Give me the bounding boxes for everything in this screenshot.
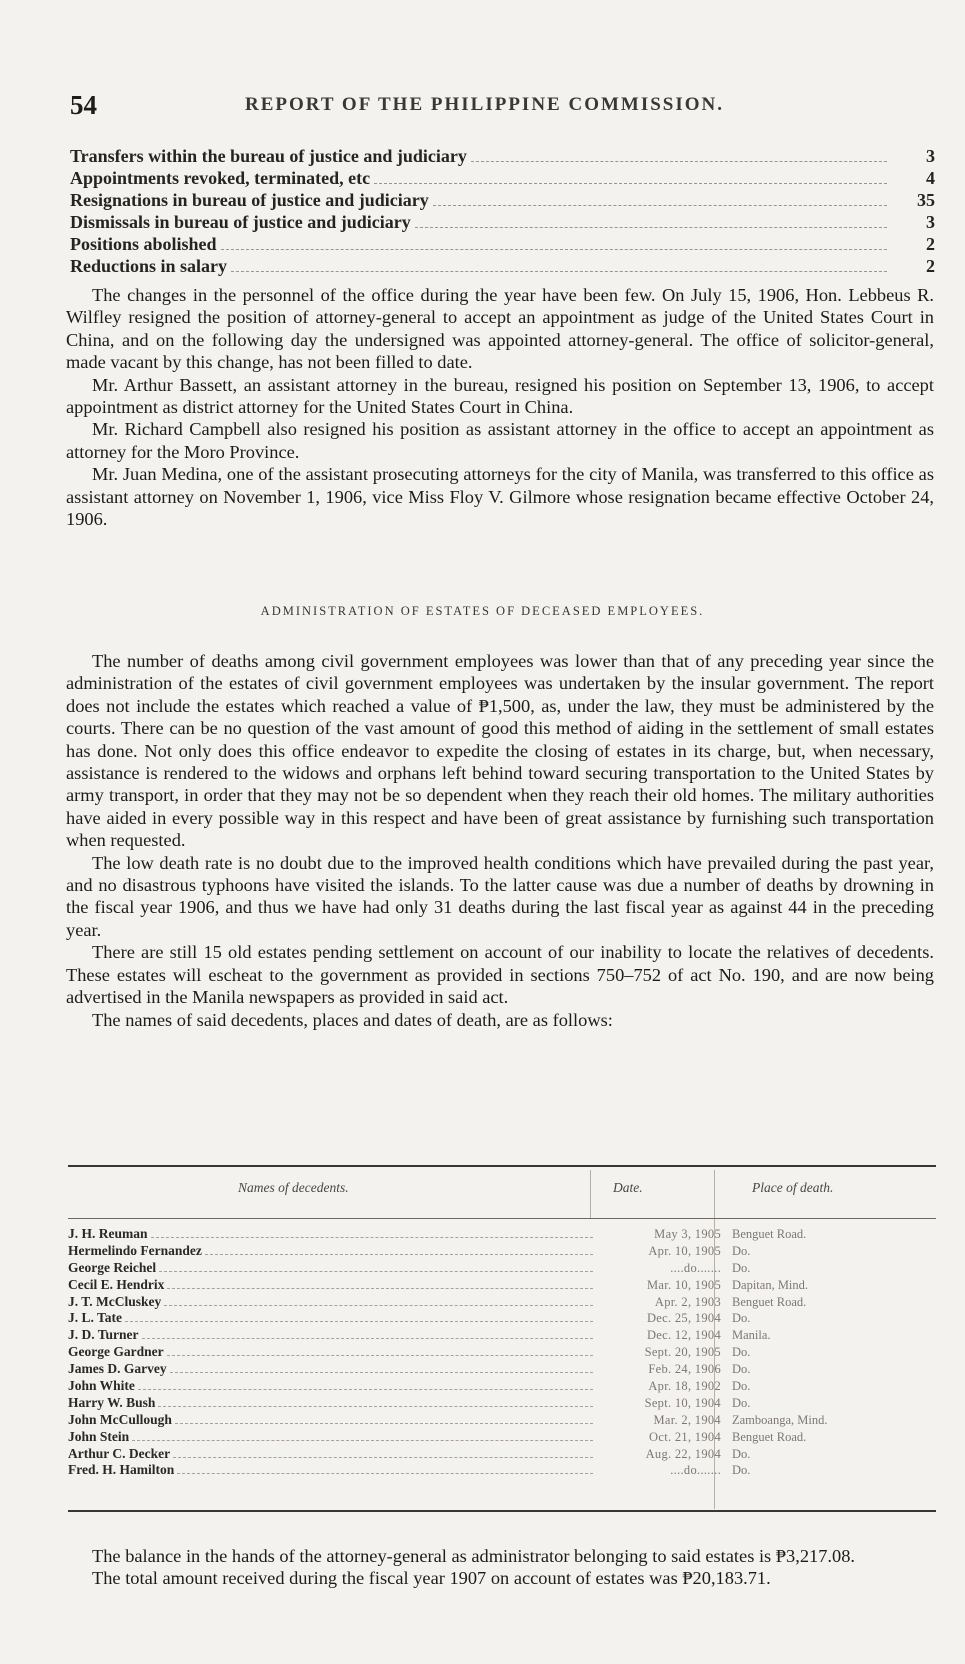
death-date: ....do....... xyxy=(670,1463,721,1478)
death-place: Do. xyxy=(732,1446,751,1461)
death-place: Do. xyxy=(732,1463,751,1478)
estates-text xyxy=(66,650,934,1031)
personnel-changes-text xyxy=(66,284,934,530)
death-date: Dec. 25, 1904 xyxy=(646,1311,721,1326)
table-row xyxy=(68,1361,936,1378)
summary-count: 3 xyxy=(926,212,935,232)
paragraph: Mr. Arthur Bassett, an assistant attorney in the bureau, resigned his position on September 13, 1906, to accept appointment as district attorney for the United States Court in China. xyxy=(66,374,934,418)
dot-leader xyxy=(167,1355,593,1356)
summary-count: 2 xyxy=(926,256,935,276)
table-row xyxy=(68,1327,936,1344)
summary-count: 3 xyxy=(926,146,935,166)
summary-label: Reductions in salary xyxy=(70,256,228,276)
death-date: Sept. 10, 1904 xyxy=(644,1395,721,1410)
decedent-name: Cecil E. Hendrix xyxy=(68,1276,165,1292)
column-header-place: Place of death. xyxy=(752,1180,834,1195)
summary-label: Resignations in bureau of justice and judiciary xyxy=(70,190,429,210)
table-row xyxy=(68,1378,936,1395)
death-place: Do. xyxy=(732,1379,751,1394)
column-separator xyxy=(714,1170,715,1218)
dot-leader xyxy=(142,1338,593,1339)
decedent-name: J. T. McCluskey xyxy=(68,1293,162,1309)
dot-leader xyxy=(167,1288,593,1289)
paragraph: The low death rate is no doubt due to the improved health conditions which have prevailed during the past year, and no disastrous typhoons have visited the islands. To the latter cause was due a number of deaths by drowning in the fiscal year 1906, and thus we have had only 31 deaths during the last fiscal year as against 44 in the preceding year. xyxy=(66,852,934,940)
decedent-name: James D. Garvey xyxy=(68,1361,167,1377)
summary-label: Positions abolished xyxy=(70,234,217,254)
death-date: Mar. 10, 1905 xyxy=(646,1277,721,1292)
dot-leader xyxy=(159,1271,593,1272)
decedent-name: Harry W. Bush xyxy=(68,1394,156,1410)
dot-leader xyxy=(221,249,887,250)
death-place: Manila. xyxy=(732,1328,771,1343)
death-place: Do. xyxy=(732,1260,751,1275)
paragraph: Mr. Juan Medina, one of the assistant prosecuting attorneys for the city of Manila, was transferred to this office as assistant attorney on November 1, 1906, vice Miss Floy V. Gilmore whose resignation became effective October 24, 1906. xyxy=(66,464,934,530)
decedent-name: Fred. H. Hamilton xyxy=(68,1462,175,1478)
summary-count: 4 xyxy=(926,168,935,188)
paragraph: The balance in the hands of the attorney-general as administrator belonging to said estates is ₱3,217.08. xyxy=(92,1546,856,1566)
column-separator xyxy=(590,1170,591,1218)
dot-leader xyxy=(170,1372,593,1373)
table-row xyxy=(68,1429,936,1446)
page-header xyxy=(70,90,910,120)
table-row xyxy=(68,1310,936,1327)
summary-row xyxy=(70,146,935,168)
summary-row xyxy=(70,256,935,278)
death-date: Apr. 10, 1905 xyxy=(648,1243,721,1258)
summary-row xyxy=(70,168,935,190)
table-bottom-rule xyxy=(68,1510,936,1512)
table-row xyxy=(68,1412,936,1429)
dot-leader xyxy=(415,227,887,228)
table-row xyxy=(68,1294,936,1311)
decedent-name: John White xyxy=(68,1378,135,1394)
decedent-name: Arthur C. Decker xyxy=(68,1445,171,1461)
dot-leader xyxy=(205,1254,593,1255)
paragraph: Mr. Richard Campbell also resigned his position as assistant attorney in the office to accept an appointment as attorney for the Moro Province. xyxy=(66,419,934,462)
table-row xyxy=(68,1243,936,1260)
death-place: Do. xyxy=(732,1362,751,1377)
death-date: Aug. 22, 1904 xyxy=(645,1446,721,1461)
death-date: Apr. 18, 1902 xyxy=(648,1379,721,1394)
section-heading: ADMINISTRATION OF ESTATES OF DECEASED EMPLOYEES. xyxy=(260,604,705,618)
dot-leader xyxy=(177,1473,593,1474)
summary-count: 2 xyxy=(926,234,935,254)
personnel-summary-list xyxy=(70,146,935,278)
dot-leader xyxy=(158,1406,593,1407)
decedent-name: Hermelindo Fernandez xyxy=(68,1242,202,1258)
death-place: Do. xyxy=(732,1345,751,1360)
death-place: Do. xyxy=(732,1395,751,1410)
decedent-name: John McCullough xyxy=(68,1411,172,1427)
table-row xyxy=(68,1395,936,1412)
dot-leader xyxy=(125,1321,593,1322)
closing-text xyxy=(66,1545,934,1590)
death-date: Sept. 20, 1905 xyxy=(644,1345,721,1360)
table-row xyxy=(68,1260,936,1277)
page-number: 54 xyxy=(70,90,97,120)
death-date: Dec. 12, 1904 xyxy=(646,1328,721,1343)
summary-label: Appointments revoked, terminated, etc xyxy=(70,168,371,188)
dot-leader xyxy=(151,1237,593,1238)
dot-leader xyxy=(132,1440,593,1441)
dot-leader xyxy=(173,1457,593,1458)
decedent-name: J. H. Reuman xyxy=(68,1226,148,1241)
summary-row xyxy=(70,190,935,212)
death-place: Benguet Road. xyxy=(732,1429,807,1444)
dot-leader xyxy=(374,183,887,184)
table-row xyxy=(68,1226,936,1243)
dot-leader xyxy=(138,1389,593,1390)
running-title: REPORT OF THE PHILIPPINE COMMISSION. xyxy=(245,94,725,115)
death-place: Benguet Road. xyxy=(732,1227,807,1241)
decedent-name: George Reichel xyxy=(68,1259,157,1275)
dot-leader xyxy=(231,271,887,272)
death-place: Benguet Road. xyxy=(732,1294,807,1309)
decedent-name: J. D. Turner xyxy=(68,1327,139,1343)
paragraph: The names of said decedents, places and dates of death, are as follows: xyxy=(92,1009,613,1030)
death-place: Zamboanga, Mind. xyxy=(732,1412,828,1427)
summary-label: Dismissals in bureau of justice and judiciary xyxy=(70,212,411,232)
paragraph: The total amount received during the fiscal year 1907 on account of estates was ₱20,183.71. xyxy=(92,1568,771,1589)
paragraph: The changes in the personnel of the office during the year have been few. On July 15, 1906, Hon. Lebbeus R. Wilfley resigned the position of attorney-general to accept an appointment as judge of the United States Court in China, and on the following day the undersigned was appointed attorney-general. The office of solicitor-general, made vacant by this change, has not been filled to date. xyxy=(66,285,934,373)
table-header-rule xyxy=(68,1218,936,1219)
table-row xyxy=(68,1277,936,1294)
table-row xyxy=(68,1344,936,1361)
dot-leader xyxy=(175,1423,593,1424)
decedent-name: J. L. Tate xyxy=(68,1310,123,1326)
decedent-name: George Gardner xyxy=(68,1344,164,1360)
death-date: Feb. 24, 1906 xyxy=(648,1362,721,1377)
dot-leader xyxy=(471,161,887,162)
death-date: Apr. 2, 1903 xyxy=(654,1294,721,1309)
decedent-name: John Stein xyxy=(68,1428,130,1444)
death-place: Do. xyxy=(732,1311,751,1326)
death-date: ....do....... xyxy=(670,1260,721,1275)
decedents-table-body xyxy=(68,1226,936,1479)
summary-row xyxy=(70,234,935,256)
table-top-rule xyxy=(68,1165,936,1167)
death-date: Mar. 2, 1904 xyxy=(653,1412,721,1427)
dot-leader xyxy=(164,1305,593,1306)
summary-label: Transfers within the bureau of justice and judiciary xyxy=(70,146,467,166)
death-date: May 3, 1905 xyxy=(654,1227,721,1241)
summary-row xyxy=(70,212,935,234)
dot-leader xyxy=(433,205,887,206)
column-header-date: Date. xyxy=(613,1180,643,1195)
death-place: Dapitan, Mind. xyxy=(732,1277,809,1292)
paragraph: There are still 15 old estates pending settlement on account of our inability to locate the relatives of decedents. These estates will escheat to the government as provided in sections 750–752 of act No. 190, and are now being advertised in the Manila newspapers as provided in said act. xyxy=(66,942,934,1008)
table-row xyxy=(68,1462,936,1479)
death-place: Do. xyxy=(732,1243,751,1258)
paragraph: The number of deaths among civil government employees was lower than that of any preceding year since the administration of the estates of civil government employees was undertaken by the insular government. The report does not include the estates which reached a value of ₱1,500, as, under the law, they must be administered by the courts. There can be no question of the vast amount of good this method of aiding in the settlement of small estates has done. Not only does this office endeavor to expedite the closing of estates in its charge, but, when necessary, assistance is rendered to the widows and orphans left behind toward securing transportation to the United States by army transport, in order that they may not be so dependent when they reach their old homes. The military authorities have aided in every possible way in this respect and have been of great assistance by furnishing such transportation when requested. xyxy=(66,651,934,851)
summary-count: 35 xyxy=(917,190,935,210)
column-header-names: Names of decedents. xyxy=(238,1180,349,1195)
death-date: Oct. 21, 1904 xyxy=(649,1429,721,1444)
table-row xyxy=(68,1446,936,1463)
